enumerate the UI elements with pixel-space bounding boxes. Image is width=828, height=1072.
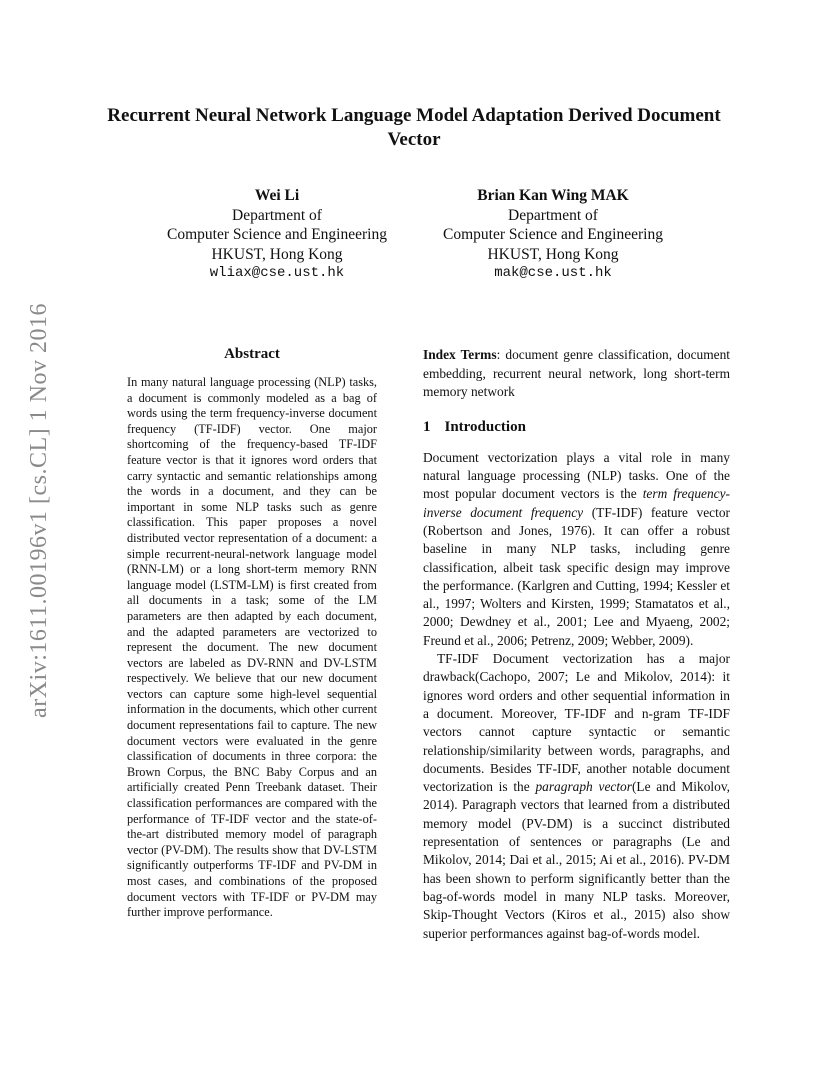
author-department: Department of (508, 206, 598, 224)
paragraph-text: (Le and Mikolov, 2014). Paragraph vectors that learned from a distributed memory model (PV-DM) is a succinct distributed representation of sentences or paragraphs (Le and Mikolov, 2014; Dai et al., 2015; Ai et al., 2016). PV-DM has been shown to perform significantly better than the bag-of-words model in many NLP tasks. Moreover, Skip-Thought Vectors (Kiros et al., 2015) also show superior performances against bag-of-words model. (423, 779, 730, 941)
author-block (146, 186, 408, 284)
author-institution: HKUST, Hong Kong (211, 245, 343, 263)
emphasized-term: term frequency-inverse document frequency (423, 486, 730, 520)
paragraph-text: Document vectorization plays a vital role in many natural language processing (NLP) tasks. One of the most popular document vectors is the (423, 449, 730, 502)
intro-paragraph (423, 650, 730, 943)
author-department-name: Computer Science and Engineering (443, 226, 663, 243)
left-column (127, 346, 377, 921)
abstract-text: In many natural language processing (NLP) tasks, a document is commonly modeled as a bag of words using the term frequency-inverse document frequency (TF-IDF) vector. One major shortcoming of the frequency-based TF-IDF feature vector is that it ignores word orders that carry syntactic and semantic relationships among the words in a document, and they can be important in some NLP tasks such as genre classification. This paper proposes a novel distributed vector representation of a document: a simple recurrent-neural-network language model (RNN-LM) or a long short-term memory RNN language model (LSTM-LM) is first created from all documents in a task; some of the LM parameters are then adapted by each document, and the adapted parameters are vectorized to represent the document. The new document vectors are labeled as DV-RNN and DV-LSTM respectively. We believe that our new document vectors can capture some high-level sequential information in the documents, which other current document representations fail to capture. The new document vectors were evaluated in the genre classification of documents in three corpora: the Brown Corpus, the BNC Baby Corpus and an artificially created Penn Treebank dataset. Their classification performances are compared with the performance of TF-IDF vector and the state-of-the-art distributed memory model of paragraph vector (PV-DM). The results show that DV-LSTM significantly outperforms TF-IDF and PV-DM in most cases, and combinations of the proposed document vectors with TF-IDF or PV-DM may further improve performance. (127, 375, 377, 920)
author-email: wliax@cse.ust.hk (209, 265, 345, 281)
index-terms-label: Index Terms (423, 347, 497, 362)
section-heading (423, 419, 730, 436)
author-block (422, 186, 684, 284)
section-title: Introduction (444, 418, 526, 435)
author-department-name: Computer Science and Engineering (167, 226, 387, 243)
section-number: 1 (423, 418, 431, 435)
right-column (423, 346, 730, 943)
arxiv-identifier (16, 290, 62, 730)
abstract-heading: Abstract (224, 346, 280, 362)
paper-title: Recurrent Neural Network Language Model Adaptation Derived Document Vector (107, 105, 721, 150)
paragraph-text: (TF-IDF) feature vector (Robertson and Jones, 1976). It can offer a robust baseline in many NLP tasks, including genre classification, albeit task specific design may improve the performance. (Karlgren and Cutting, 1994; Kessler et al., 1997; Wolters and Kirsten, 1999; Stamatatos et al., 2000; Dewdney et al., 2001; Lee and Myaeng, 2002; Freund et al., 2006; Petrenz, 2009; Webber, 2009). (423, 504, 731, 648)
author-name: Wei Li (254, 187, 300, 204)
author-institution: HKUST, Hong Kong (487, 245, 619, 263)
index-terms-text: : document genre classification, document embedding, recurrent neural network, long short-term memory network (423, 347, 731, 400)
emphasized-term: paragraph vector (535, 779, 632, 795)
author-email: mak@cse.ust.hk (494, 265, 612, 281)
arxiv-identifier-text: arXiv:1611.00196v1 [cs.CL] 1 Nov 2016 (25, 302, 52, 718)
paragraph-text: TF-IDF Document vectorization has a major drawback(Cachopo, 2007; Le and Mikolov, 2014): it ignores word orders and other sequential information in a document. Moreover, TF-IDF and n-gram TF-IDF vectors cannot capture syntactic or semantic relationship/similarity between words, paragraphs, and documents. Besides TF-IDF, another notable document vectorization is the (423, 651, 730, 795)
intro-paragraph (423, 449, 730, 650)
index-terms (423, 346, 730, 402)
author-name: Brian Kan Wing MAK (477, 187, 629, 204)
author-department: Department of (232, 206, 322, 224)
